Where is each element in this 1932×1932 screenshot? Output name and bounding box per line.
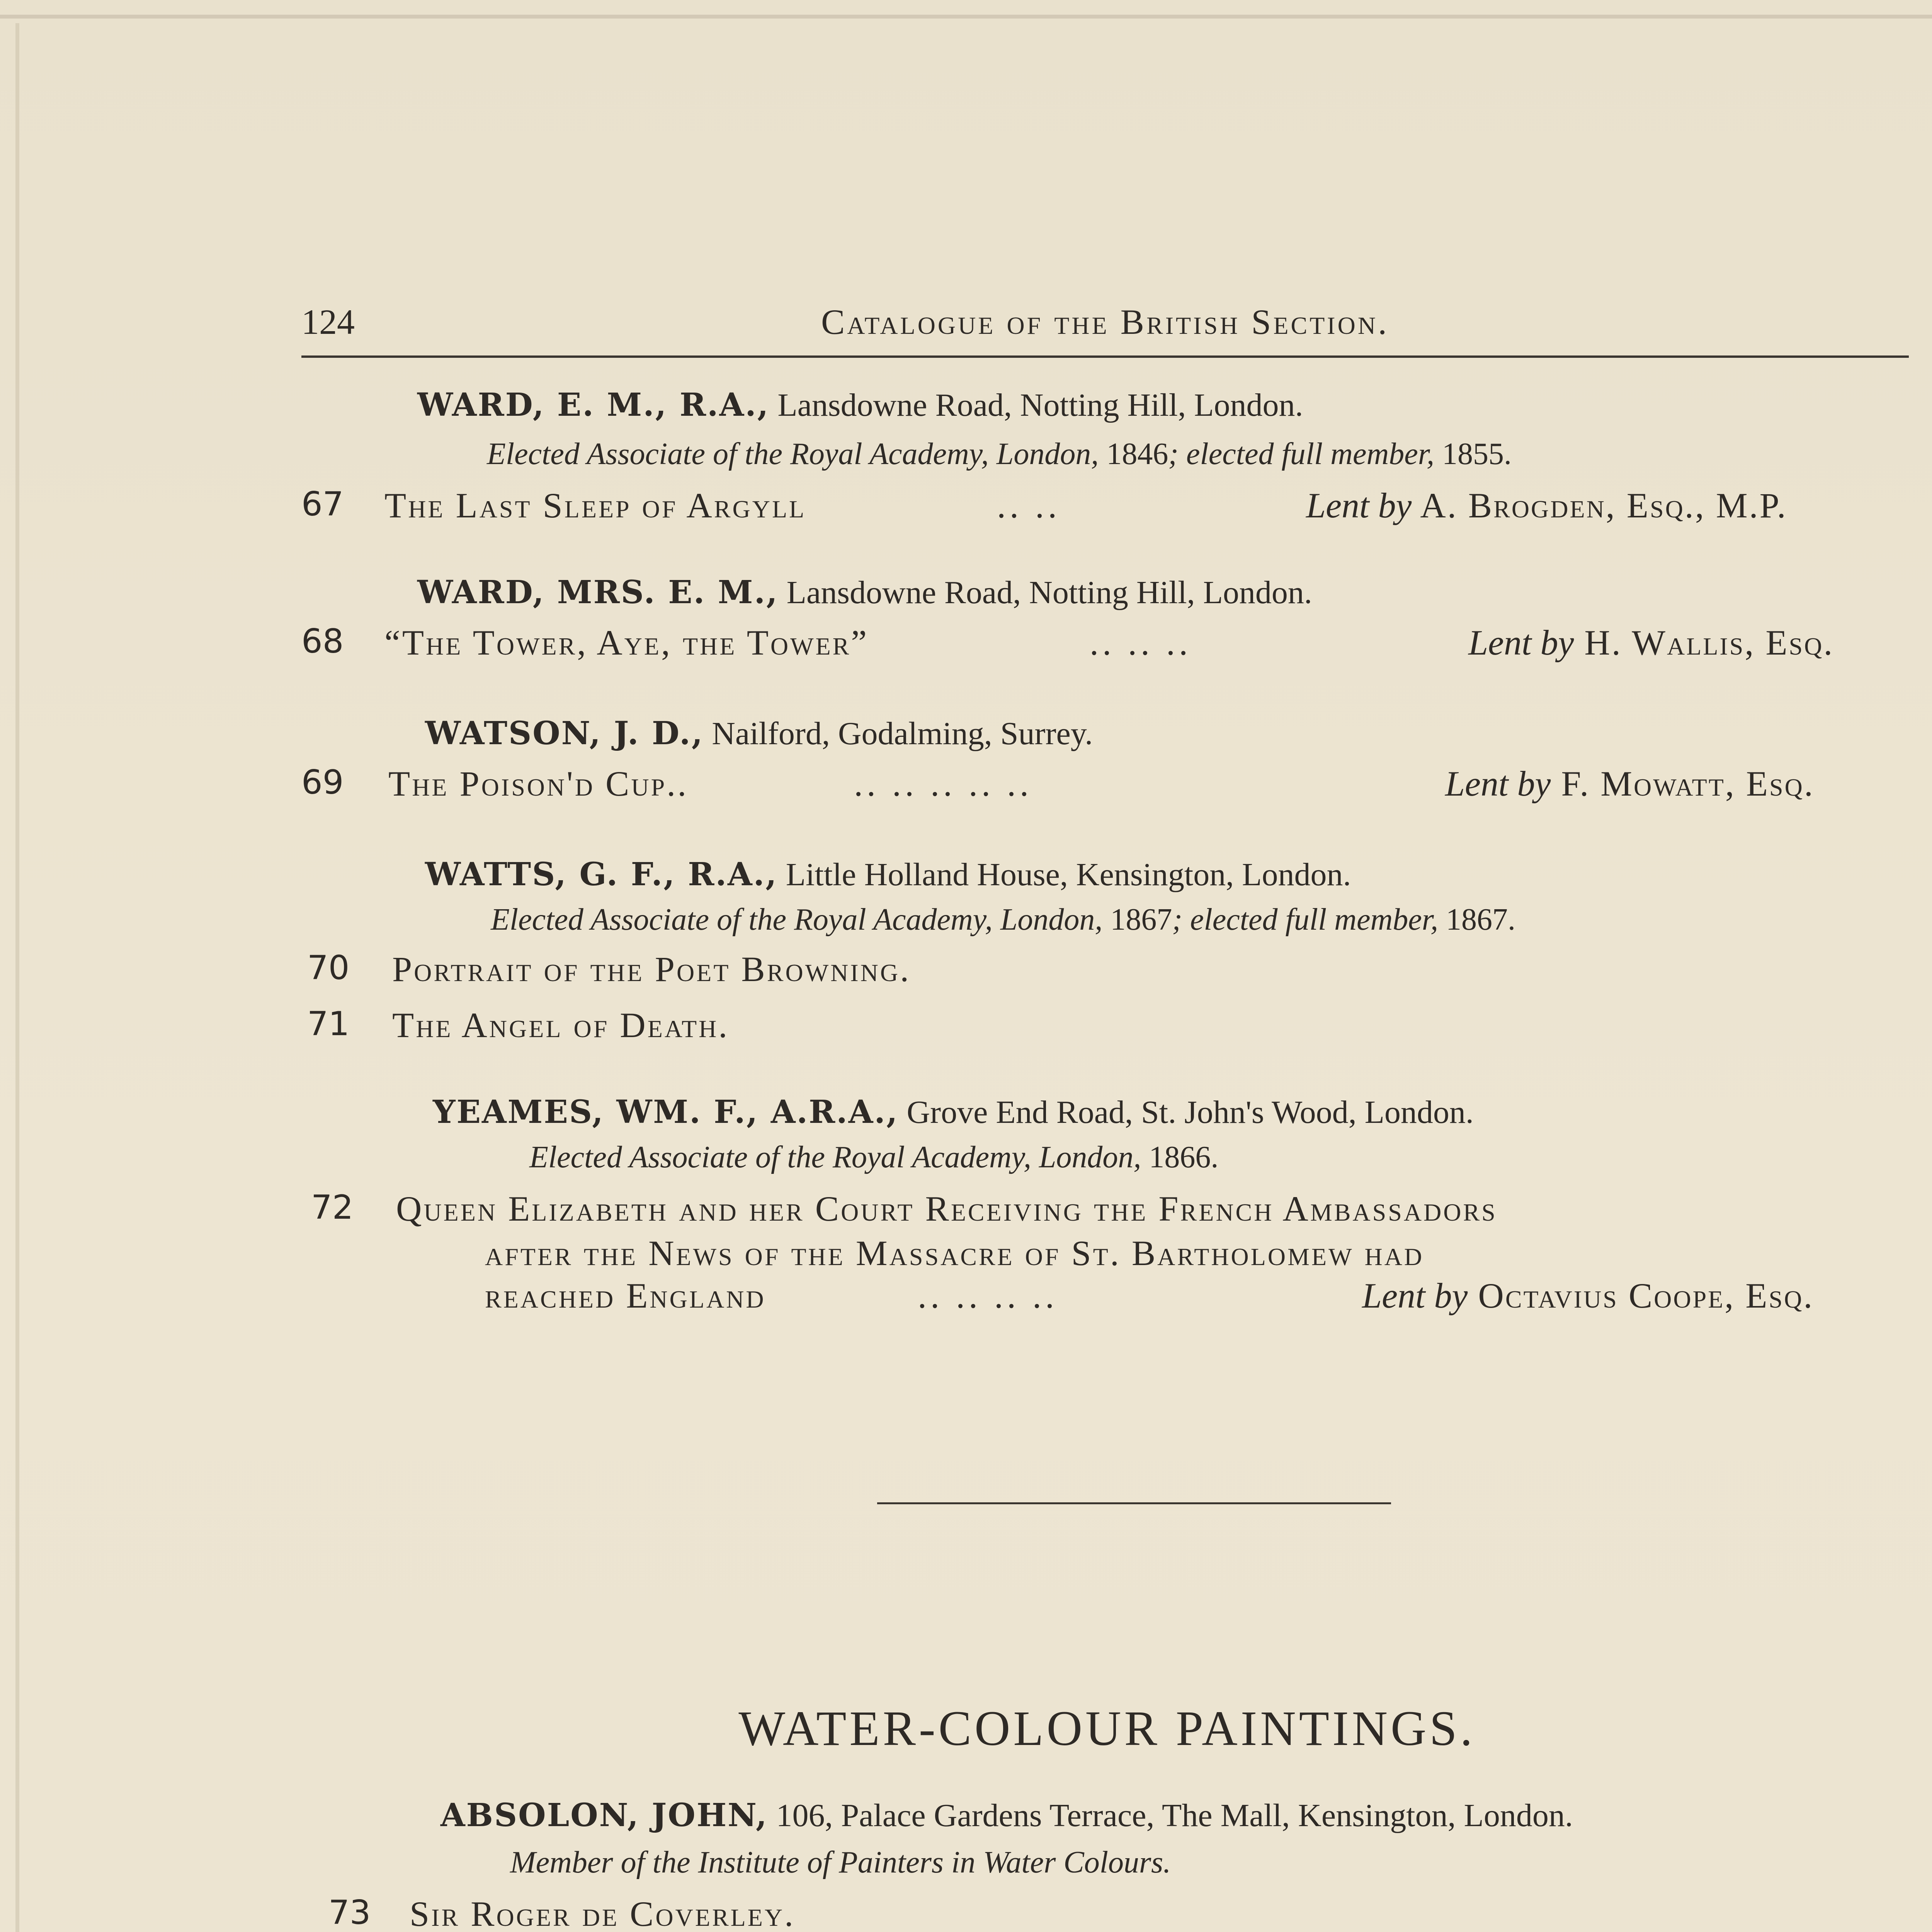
artist-watson: [425, 715, 1093, 752]
page-header: [301, 301, 1909, 355]
entry-title: Sir Roger de Coverley.: [410, 1894, 796, 1932]
entry-title: The Poison'd Cup..: [388, 764, 689, 803]
entry-title: The Angel of Death.: [392, 1005, 730, 1045]
entry-71: [307, 1005, 1915, 1047]
entry-72: [311, 1188, 1918, 1231]
entry-72-title-line2: after the News of the Massacre of St. Bartholomew had: [485, 1233, 1424, 1273]
artist-name: ABSOLON, JOHN,: [440, 1797, 768, 1834]
note-year: 1867.: [1446, 903, 1515, 937]
running-head: Catalogue of the British Section.: [821, 302, 1389, 342]
artist-ward-mrs: [417, 574, 1312, 611]
lender: [1468, 622, 1834, 663]
entry-number: 73: [328, 1893, 371, 1932]
artist-note: Member of the Institute of Painters in Water Colours.: [510, 1845, 1171, 1879]
artist-name: WARD, MRS. E. M.,: [417, 574, 779, 611]
artist-address: Lansdowne Road, Notting Hill, London.: [777, 387, 1303, 423]
artist-absolon: [440, 1797, 1573, 1834]
page-top-edge: [0, 15, 1932, 19]
leader-dots: .. .. ..: [1090, 623, 1192, 662]
artist-note: [491, 902, 1515, 937]
page-left-edge: [15, 23, 19, 1932]
leader-dots: .. ..: [997, 486, 1061, 525]
entry-72-line3: [485, 1275, 1930, 1318]
artist-address: 106, Palace Gardens Terrace, The Mall, Kensington, London.: [776, 1798, 1573, 1833]
section-divider: [877, 1502, 1391, 1504]
note-text: Elected Associate of the Royal Academy, London,: [491, 903, 1103, 937]
artist-name: WATTS, G. F., R.A.,: [425, 856, 778, 893]
lender-name: A. Brogden, Esq., M.P.: [1420, 486, 1787, 525]
lender: [1306, 485, 1787, 526]
artist-yeames: [433, 1094, 1474, 1131]
artist-name: WATSON, J. D.,: [425, 715, 704, 752]
lender-name: Octavius Coope, Esq.: [1478, 1276, 1814, 1315]
entry-number: 67: [301, 485, 344, 524]
lender-name: H. Wallis, Esq.: [1584, 623, 1834, 662]
entry-73: [328, 1893, 1932, 1932]
lent-by-label: Lent by: [1445, 764, 1551, 803]
entry-number: 72: [311, 1188, 354, 1227]
artist-address: Little Holland House, Kensington, London.: [786, 857, 1351, 893]
page-number: 124: [301, 302, 355, 342]
lent-by-label: Lent by: [1362, 1276, 1468, 1315]
entry-title: “The Tower, Aye, the Tower”: [384, 623, 869, 662]
entry-number: 69: [301, 763, 344, 802]
entry-title: The Last Sleep of Argyll: [384, 486, 806, 525]
entry-69: [301, 763, 1909, 806]
artist-note: [487, 437, 1512, 472]
entry-number: 68: [301, 622, 344, 661]
leader-dots: .. .. .. ..: [918, 1276, 1058, 1315]
note-year: 1846: [1106, 437, 1168, 471]
artist-name: YEAMES, WM. F., A.R.A.,: [433, 1094, 899, 1131]
note-text: ; elected full member,: [1172, 903, 1438, 937]
artist-name: WARD, E. M., R.A.,: [417, 386, 770, 423]
artist-address: Grove End Road, St. John's Wood, London.: [906, 1094, 1474, 1130]
entry-68: [301, 622, 1909, 665]
section-heading: WATER-COLOUR PAINTINGS.: [738, 1701, 1476, 1756]
entry-67: [301, 485, 1909, 527]
artist-ward-em: [417, 386, 1303, 424]
artist-watts: [425, 856, 1351, 893]
artist-note: [529, 1140, 1218, 1175]
lent-by-label: Lent by: [1468, 623, 1574, 662]
lender: [1445, 763, 1815, 804]
lender-name: F. Mowatt, Esq.: [1561, 764, 1815, 803]
entry-number: 70: [307, 949, 350, 987]
note-year: 1866.: [1149, 1140, 1219, 1174]
entry-70: [307, 949, 1915, 991]
entry-title: Queen Elizabeth and her Court Receiving the French Ambassadors: [396, 1189, 1497, 1228]
note-year: 1855.: [1442, 437, 1512, 471]
note-text: ; elected full member,: [1168, 437, 1434, 471]
leader-dots: .. .. .. .. ..: [854, 764, 1032, 803]
artist-address: Nailford, Godalming, Surrey.: [712, 716, 1093, 752]
note-text: Elected Associate of the Royal Academy, London,: [487, 437, 1099, 471]
entry-title: Portrait of the Poet Browning.: [392, 949, 911, 989]
entry-title-line3: reached England: [485, 1276, 766, 1315]
entry-number: 71: [307, 1005, 350, 1043]
note-year: 1867: [1110, 903, 1172, 937]
lender: [1362, 1275, 1814, 1316]
lent-by-label: Lent by: [1306, 486, 1412, 525]
header-rule: [301, 355, 1909, 358]
artist-address: Lansdowne Road, Notting Hill, London.: [786, 575, 1312, 611]
note-text: Elected Associate of the Royal Academy, London,: [529, 1140, 1141, 1174]
